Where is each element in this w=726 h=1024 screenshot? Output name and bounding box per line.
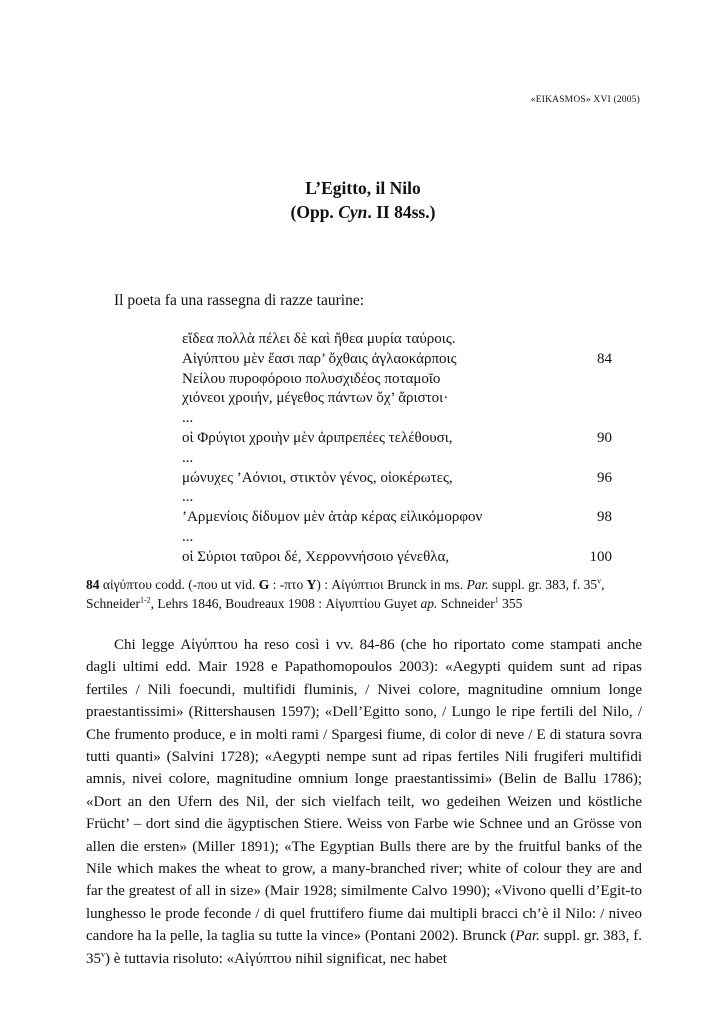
verse-ellipsis: ... [182,449,194,466]
verse-line: οἱ Σύριοι ταῦροι δέ, Χερροννήσοιο γένεθλα, 100 [182,548,612,568]
verse-line: μώνυχες ’Αόνιοι, στικτὸν γένος, οἰοκέρωτες, 96 [182,469,612,489]
verse-block [182,330,612,568]
verse-line: εἴδεα πολλὰ πέλει δὲ καὶ ἤθεα μυρία ταύροις. [182,331,456,347]
verse-line: οἱ Φρύγιοι χροιὴν μὲν ἀριπρεπέες τελέθουσι, 90 [182,429,612,449]
line-number: 90 [597,429,612,446]
line-number: 84 [597,350,612,367]
line-number: 100 [589,548,612,565]
critical-apparatus: 84 αἰγύπτου codd. (-που ut vid. G : -πτο Y) : Αἰγύπτιοι Brunck in ms. Par. suppl. gr. 383, f. 35$^v$, Schneider$^{1-2}$, Lehrs 1846, Boudreaux 1908 : Αἰγυπτίου Guyet ap. Schneider$^1$ 355 [86,576,605,611]
verse-ellipsis: ... [182,410,194,427]
verse-ellipsis: ... [182,489,194,506]
verse-line: ’Αρμενίοις δίδυμον μὲν ἀτὰρ κέρας εἰλικόμορφον 98 [182,508,612,528]
title-line-1: L’Egitto, il Nilo [305,178,421,198]
line-number: 96 [597,469,612,486]
line-number: 98 [597,509,612,526]
verse-ellipsis: ... [182,528,194,545]
running-header: «EIKASMOS» XVI (2005) [530,95,640,105]
verse-line: Αἰγύπτου μὲν ἔασι παρ’ ὄχθαις ἀγλαοκάρποις 84 [182,350,612,370]
verse-line: Νείλου πυροφόροιο πολυσχιδέος ποταμοῖο [182,370,441,387]
verse-line: χιόνεοι χροιήν, μέγεθος πάντων ὄχ’ ἄριστοι· [182,390,449,407]
article-title [0,176,726,224]
title-line-2: (Opp. Cyn. II 84ss.) [290,202,436,222]
body-paragraph: Chi legge Αἰγύπτου ha reso così i vv. 84-86 (che ho riportato come stampati anche dagli ultimi edd. Mair 1928 e Papathomopoulos 2003): «Aegypti quidem sunt ad ripas fertiles / Nili foecundi, multifidi fluminis, / Nivei colore, magnitudine omnium longe praestantissimi» (Rittershausen 1597); «Dell’Egitto sono, / Lungo le ripe fertili del Nilo, / Che frumento produce, e in molti rami / Spargesi fiume, di color di neve / E di statura sovra tutti quanti» (Salvini 1728); «Aegypti nempe sunt ad ripas fertiles Nili frugiferi multifidi amnis, nivei colore, magnitudine omnium longe praestantissimi» (Belin de Ballu 1786); «Dort an den Ufern des Nil, der sich vielfach teilt, wo gedeihen Weizen und köstliche Frücht’ – dort sind die ägyptischen Stiere. Weiss von Farbe wie Schnee und an Grösse von allen die ersten» (Miller 1891); «The Egyptian Bulls there are by the fruitful banks of the Nile which makes the wheat to grow, a many-branched river; white of colour they are and far the greatest of all in size» (Mair 1928; similmente Calvo 1990); «Vivono quelli d’Egit-to lunghesso le prode feconde / di quel fruttifero fiume dai multipli bracci ch’è il Nilo: / niveo candore ha la pelle, la taglia su tutte la vince» (Pontani 2002). Brunck (Par. suppl. gr. 383, f. 35$^v$) è tuttavia risoluto: «Αἰγύπτου nihil significat, nec habet [86,637,643,967]
intro-sentence: Il poeta fa una rassegna di razze taurine: [114,292,365,309]
